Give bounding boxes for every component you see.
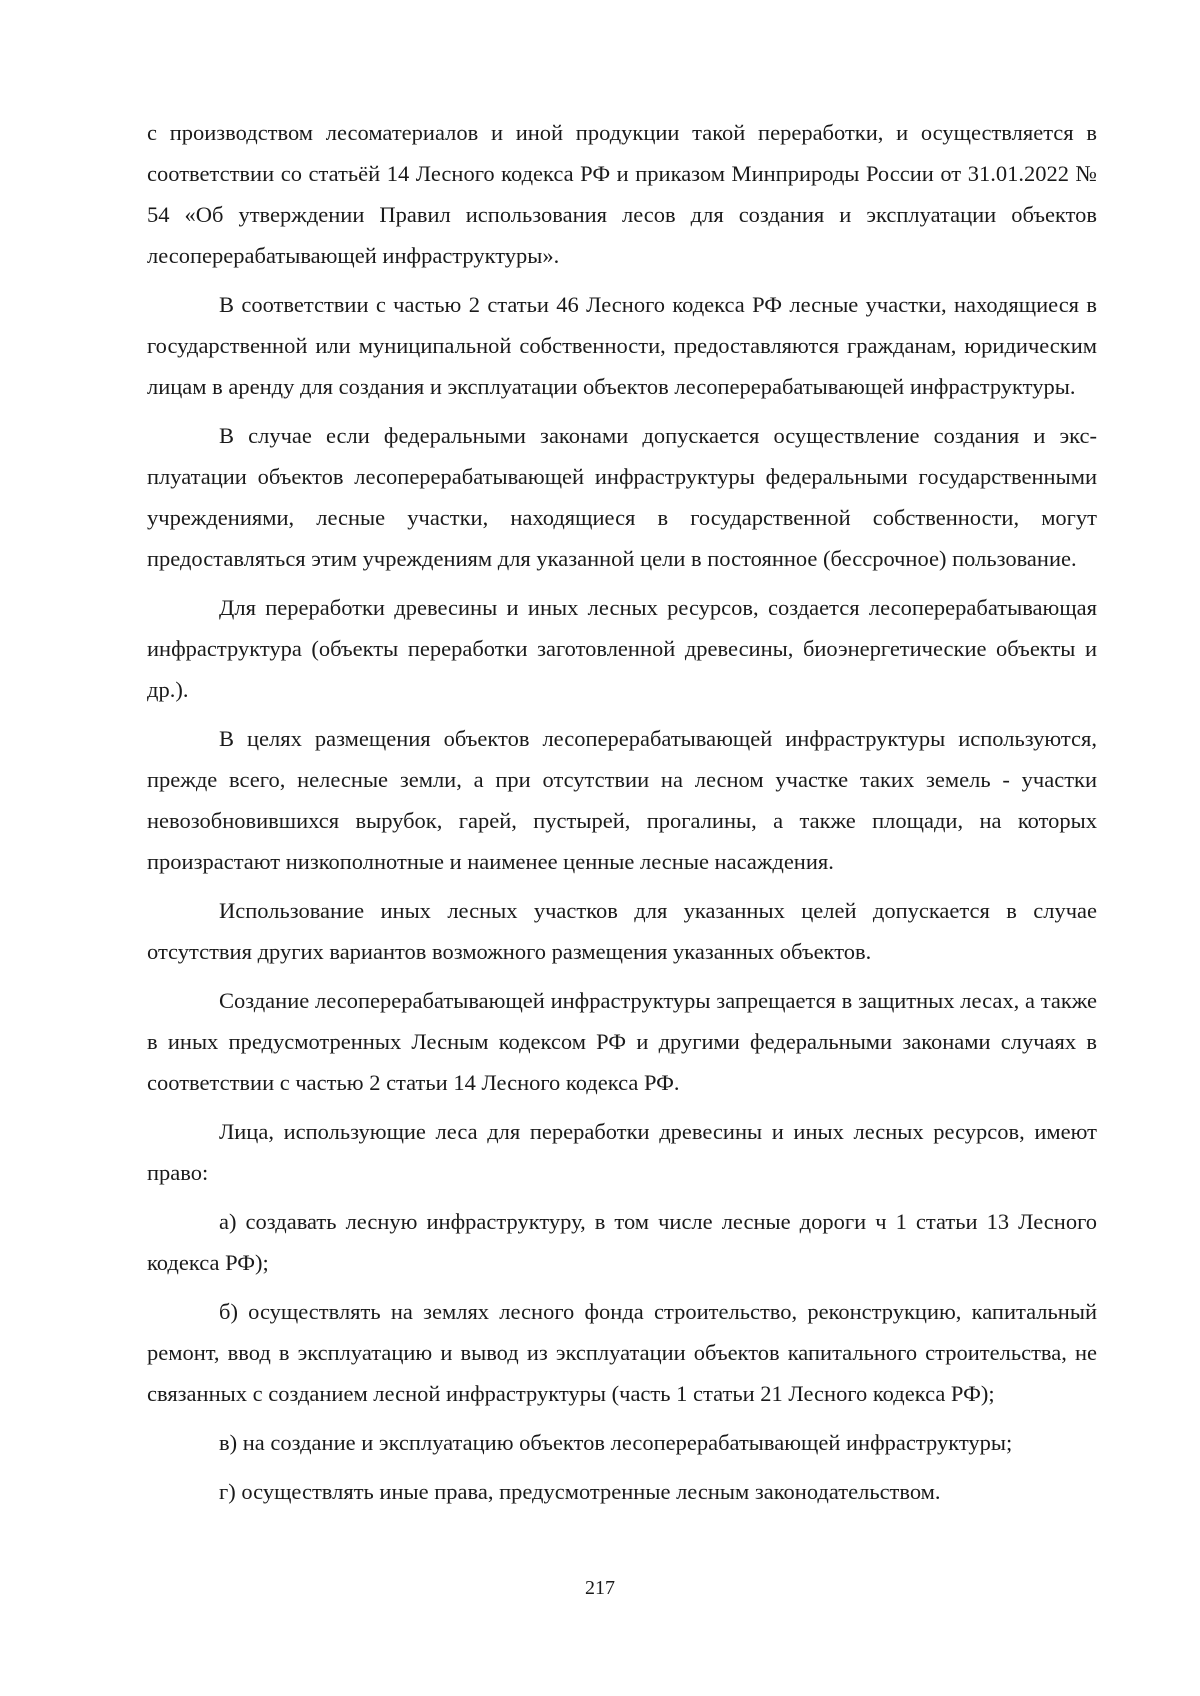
list-item-a: а) создавать лесную инфраструктуру, в том числе лесные дороги ч 1 статьи 13 Лесного кодекса РФ); (147, 1209, 1097, 1275)
paragraph-prohibition: Создание лесоперерабатывающей инфраструктуры запрещается в защитных лесах, а также в иных предусмотренных Лесным кодексом РФ и другими федеральными законами случаях в соответствии с частью 2 статьи 14 Лесного кодекса РФ. (147, 988, 1097, 1095)
paragraph-land-placement: В целях размещения объектов лесоперерабатывающей инфраструктуры используются, прежде всего, нелесные земли, а при отсутствии на лесном участке таких земель - участки невозобновившихся вырубок, гарей, пустырей, прогалины, а также площади, на которых произрастают низкополнотные и наименее ценные лесные насаждения. (147, 726, 1097, 874)
paragraph-continuation: с производством лесоматериалов и иной продукции такой переработки, и осуществляется в соответствии со статьёй 14 Лесного кодекса РФ и приказом Минприроды России от 31.01.2022 № 54 «Об утверждении Правил использования лесов для создания и эксплуатации объектов лесоперерабатывающей инфраструктуры». (147, 120, 1097, 268)
document-body (147, 112, 1097, 1520)
list-item-b: б) осуществлять на землях лесного фонда строительство, реконструкцию, капитальный ремонт, ввод в эксплуатацию и вывод из эксплуатации объектов капитального строительства, не связанных с созданием лесной инфраструктуры (часть 1 статьи 21 Лесного кодекса РФ); (147, 1299, 1097, 1406)
paragraph-infrastructure-purpose: Для переработки древесины и иных лесных ресурсов, создается лесоперерабатывающая инфраструктура (объекты переработки заготовленной древесины, биоэнергетические объекты и др.). (147, 595, 1097, 702)
paragraph-rights-intro: Лица, использующие леса для переработки древесины и иных лесных ресурсов, имеют право: (147, 1119, 1097, 1185)
list-item-v: в) на создание и эксплуатацию объектов лесоперерабатывающей инфраструктуры; (219, 1430, 1013, 1455)
paragraph-federal-institutions: В случае если федеральными законами допускается осуществление создания и эксплуатации объектов лесоперерабатывающей инфраструктуры федеральными государственными учреждениями, лесные участки, находящиеся в государственной собственности, могут предоставляться этим учреждениям для указанной цели в постоянное (бессрочное) пользование. (147, 423, 1097, 571)
paragraph-article-46: В соответствии с частью 2 статьи 46 Лесного кодекса РФ лесные участки, находящиеся в государственной или муниципальной собственности, предоставляются гражданам, юридическим лицам в аренду для создания и эксплуатации объектов лесоперерабатывающей инфраструктуры. (147, 292, 1097, 399)
paragraph-other-plots: Использование иных лесных участков для указанных целей допускается в случае отсутствия других вариантов возможного размещения указанных объектов. (147, 898, 1097, 964)
list-item-g: г) осуществлять иные права, предусмотренные лесным законодательством. (219, 1479, 941, 1504)
page-number: 217 (585, 1577, 615, 1599)
